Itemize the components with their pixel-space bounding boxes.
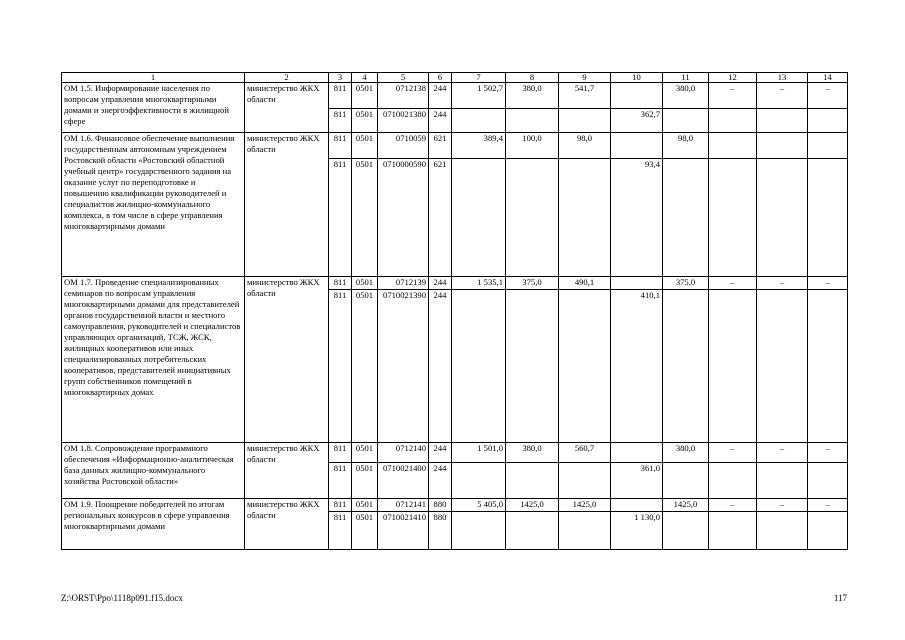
header-cell: 9 [559, 73, 611, 83]
cell-2019: – [757, 83, 808, 109]
cell-2017: 375,0 [663, 277, 709, 290]
code-vr: 621 [429, 133, 452, 159]
code-vr: 621 [429, 159, 452, 277]
cell-2019 [757, 463, 808, 499]
cell-2020 [808, 159, 848, 277]
cell-total: 1 535,1 [452, 277, 506, 290]
cell-2016: 93,4 [611, 159, 663, 277]
cell-2016 [611, 133, 663, 159]
cell-2017 [663, 109, 709, 133]
cell-2016 [611, 83, 663, 109]
cell-2018: – [709, 443, 757, 463]
code-csr: 0710021380 [378, 109, 429, 133]
code-rzpr: 0501 [352, 443, 378, 463]
cell-2020: – [808, 443, 848, 463]
cell-2016: 1 130,0 [611, 512, 663, 550]
cell-2020 [808, 133, 848, 159]
header-cell: 3 [329, 73, 352, 83]
cell-2019 [757, 159, 808, 277]
executor-name: министерство ЖКХ области [245, 83, 329, 133]
cell-total [452, 512, 506, 550]
cell-2015 [559, 159, 611, 277]
cell-2020 [808, 463, 848, 499]
header-row [62, 73, 848, 83]
code-csr: 0710059 [378, 133, 429, 159]
cell-2020 [808, 512, 848, 550]
file-path: Z:\ORST\Ppo\1118p091.f15.docx [61, 593, 183, 603]
code-grbs: 811 [329, 109, 352, 133]
page-number: 117 [833, 593, 847, 603]
code-vr: 244 [429, 290, 452, 443]
code-grbs: 811 [329, 290, 352, 443]
cell-total [452, 290, 506, 443]
executor-name: министерство ЖКХ области [245, 499, 329, 550]
cell-2019 [757, 512, 808, 550]
cell-total: 1 502,7 [452, 83, 506, 109]
code-rzpr: 0501 [352, 109, 378, 133]
cell-2016: 410,1 [611, 290, 663, 443]
code-csr: 0712140 [378, 443, 429, 463]
cell-2018 [709, 463, 757, 499]
header-cell: 11 [663, 73, 709, 83]
header-cell: 10 [611, 73, 663, 83]
cell-2017: 380,0 [663, 443, 709, 463]
code-vr: 880 [429, 512, 452, 550]
table-row [62, 499, 848, 512]
cell-2014: 1425,0 [506, 499, 559, 512]
cell-total [452, 463, 506, 499]
table-row [62, 443, 848, 463]
executor-name: министерство ЖКХ области [245, 443, 329, 499]
cell-2015 [559, 109, 611, 133]
cell-2014 [506, 290, 559, 443]
cell-2018: – [709, 83, 757, 109]
code-grbs: 811 [329, 83, 352, 109]
header-cell: 4 [352, 73, 378, 83]
cell-2018 [709, 133, 757, 159]
cell-2015: 98,0 [559, 133, 611, 159]
cell-2016: 361,0 [611, 463, 663, 499]
header-cell: 13 [757, 73, 808, 83]
measure-name: ОМ 1.6. Финансовое обеспечение выполнения государственным автономным учреждением Ростовской области «Ростовский областной учебный центр» государственного задания на оказание услуг по переподготовке и повышению квалификации руководителей и специалистов жилищно-коммунального комплекса, в том числе в сфере управления многоквартирными домами [62, 133, 245, 277]
code-grbs: 811 [329, 159, 352, 277]
cell-2014 [506, 512, 559, 550]
cell-2015: 541,7 [559, 83, 611, 109]
cell-total: 5 405,0 [452, 499, 506, 512]
code-csr: 0710021400 [378, 463, 429, 499]
code-csr: 0712141 [378, 499, 429, 512]
cell-2020 [808, 109, 848, 133]
cell-total: 1 501,0 [452, 443, 506, 463]
cell-2017 [663, 463, 709, 499]
cell-2014: 375,0 [506, 277, 559, 290]
code-csr: 0710021410 [378, 512, 429, 550]
cell-2017: 98,0 [663, 133, 709, 159]
cell-2017 [663, 512, 709, 550]
code-rzpr: 0501 [352, 290, 378, 443]
header-cell: 6 [429, 73, 452, 83]
code-grbs: 811 [329, 499, 352, 512]
cell-2017 [663, 159, 709, 277]
cell-2015: 1425,0 [559, 499, 611, 512]
cell-2017: 1425,0 [663, 499, 709, 512]
cell-2020: – [808, 83, 848, 109]
code-csr: 0712138 [378, 83, 429, 109]
cell-2018: – [709, 499, 757, 512]
budget-table [61, 72, 848, 550]
code-vr: 244 [429, 83, 452, 109]
code-rzpr: 0501 [352, 463, 378, 499]
code-grbs: 811 [329, 277, 352, 290]
header-cell: 2 [245, 73, 329, 83]
code-rzpr: 0501 [352, 499, 378, 512]
cell-2014 [506, 159, 559, 277]
code-vr: 244 [429, 109, 452, 133]
cell-2019: – [757, 499, 808, 512]
cell-2015: 560,7 [559, 443, 611, 463]
measure-name: ОМ 1.7. Проведение специализированных семинаров по вопросам управления многоквартирными домами для представителей органов государственной власти и местного самоуправления, руководителей и специалистов управляющих организаций, ТСЖ, ЖСК, жилищных кооперативов или иных специализированных потребительских кооперативов, представителей инициативных групп собственников помещений в многоквартирных домах [62, 277, 245, 443]
cell-2015 [559, 512, 611, 550]
header-cell: 8 [506, 73, 559, 83]
cell-2019 [757, 290, 808, 443]
table-row [62, 133, 848, 159]
cell-2016 [611, 277, 663, 290]
code-rzpr: 0501 [352, 159, 378, 277]
cell-2020 [808, 290, 848, 443]
cell-2019 [757, 133, 808, 159]
header-cell: 5 [378, 73, 429, 83]
code-vr: 244 [429, 463, 452, 499]
cell-2015 [559, 290, 611, 443]
code-csr: 0712139 [378, 277, 429, 290]
cell-2016 [611, 499, 663, 512]
cell-2018 [709, 159, 757, 277]
table-row [62, 277, 848, 290]
code-grbs: 811 [329, 463, 352, 499]
code-rzpr: 0501 [352, 277, 378, 290]
cell-2016 [611, 443, 663, 463]
cell-2014: 100,0 [506, 133, 559, 159]
cell-2014: 380,0 [506, 443, 559, 463]
header-cell: 12 [709, 73, 757, 83]
code-grbs: 811 [329, 512, 352, 550]
cell-total [452, 109, 506, 133]
cell-2020: – [808, 499, 848, 512]
cell-total: 389,4 [452, 133, 506, 159]
cell-2018: – [709, 277, 757, 290]
cell-2018 [709, 512, 757, 550]
table-row [62, 83, 848, 109]
code-vr: 244 [429, 277, 452, 290]
measure-name: ОМ 1.5. Информирование населения по вопросам управления многоквартирными домами и энергоэффективности в жилищной сфере [62, 83, 245, 133]
cell-2018 [709, 290, 757, 443]
cell-2016: 362,7 [611, 109, 663, 133]
header-cell: 14 [808, 73, 848, 83]
cell-2014 [506, 463, 559, 499]
cell-total [452, 159, 506, 277]
cell-2014: 380,0 [506, 83, 559, 109]
code-vr: 880 [429, 499, 452, 512]
cell-2019 [757, 109, 808, 133]
code-vr: 244 [429, 443, 452, 463]
code-rzpr: 0501 [352, 512, 378, 550]
cell-2019: – [757, 277, 808, 290]
code-grbs: 811 [329, 133, 352, 159]
cell-2014 [506, 109, 559, 133]
cell-2017: 380,0 [663, 83, 709, 109]
cell-2020: – [808, 277, 848, 290]
code-grbs: 811 [329, 443, 352, 463]
code-csr: 0710000590 [378, 159, 429, 277]
header-cell: 7 [452, 73, 506, 83]
executor-name: министерство ЖКХ области [245, 133, 329, 277]
header-cell: 1 [62, 73, 245, 83]
cell-2018 [709, 109, 757, 133]
code-csr: 0710021390 [378, 290, 429, 443]
code-rzpr: 0501 [352, 133, 378, 159]
table-body [62, 73, 848, 550]
measure-name: ОМ 1.8. Сопровождение программного обеспечения «Информационно-аналитическая база данных жилищно-коммунального хозяйства Ростовской области» [62, 443, 245, 499]
cell-2015 [559, 463, 611, 499]
code-rzpr: 0501 [352, 83, 378, 109]
cell-2019: – [757, 443, 808, 463]
cell-2015: 490,1 [559, 277, 611, 290]
executor-name: министерство ЖКХ области [245, 277, 329, 443]
measure-name: ОМ 1.9. Поощрение победителей по итогам региональных конкурсов в сфере управления многоквартирными домами [62, 499, 245, 550]
cell-2017 [663, 290, 709, 443]
